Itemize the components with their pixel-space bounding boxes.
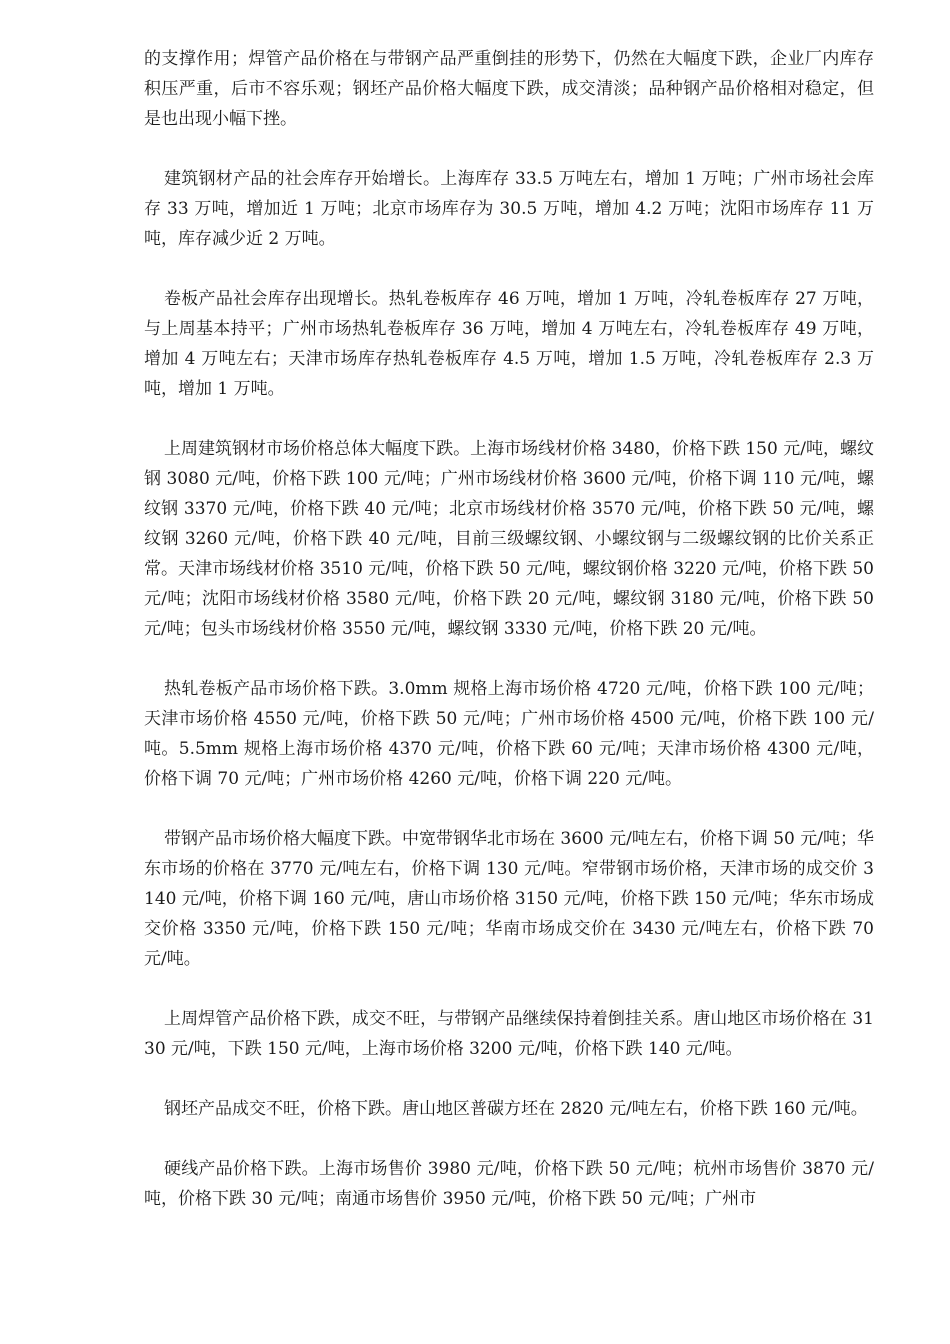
paragraph-hot-rolled-coil-prices: 热轧卷板产品市场价格下跌。3.0mm 规格上海市场价格 4720 元/吨，价格下跌 100 元/吨；天津市场价格 4550 元/吨，价格下跌 50 元/吨；广州市场价格 4500 元/吨，价格下跌 100 元/吨。5.5mm 规格上海市场价格 4370 元/吨，价格下跌 60 元/吨；天津市场价格 4300 元/吨，价格下调 70 元/吨；广州市场价格 4260 元/吨，价格下调 220 元/吨。 [144,679,874,789]
paragraph-billet-prices: 钢坯产品成交不旺，价格下跌。唐山地区普碳方坯在 2820 元/吨左右，价格下跌 160 元/吨。 [164,1099,868,1119]
paragraph-continued: 的支撑作用；焊管产品价格在与带钢产品严重倒挂的形势下，仍然在大幅度下跌，企业厂内库存积压严重，后市不容乐观；钢坯产品价格大幅度下跌，成交清淡；品种钢产品价格相对稳定，但是也出现小幅下挫。 [144,49,874,129]
paragraph-hard-wire-prices: 硬线产品价格下跌。上海市场售价 3980 元/吨，价格下跌 50 元/吨；杭州市场售价 3870 元/吨，价格下跌 30 元/吨；南通市场售价 3950 元/吨，价格下跌 50 元/吨；广州市 [144,1159,874,1209]
document-page [144,44,874,1244]
paragraph-construction-steel-inventory: 建筑钢材产品的社会库存开始增长。上海库存 33.5 万吨左右，增加 1 万吨；广州市场社会库存 33 万吨，增加近 1 万吨；北京市场库存为 30.5 万吨，增加 4.2 万吨；沈阳市场库存 11 万吨，库存减少近 2 万吨。 [144,169,874,249]
paragraph-welded-pipe-prices: 上周焊管产品价格下跌，成交不旺，与带钢产品继续保持着倒挂关系。唐山地区市场价格在 3130 元/吨，下跌 150 元/吨，上海市场价格 3200 元/吨，价格下跌 140 元/吨。 [144,1009,874,1059]
paragraph-coil-inventory: 卷板产品社会库存出现增长。热轧卷板库存 46 万吨，增加 1 万吨，冷轧卷板库存 27 万吨，与上周基本持平；广州市场热轧卷板库存 36 万吨，增加 4 万吨左右，冷轧卷板库存 49 万吨，增加 4 万吨左右；天津市场库存热轧卷板库存 4.5 万吨，增加 1.5 万吨，冷轧卷板库存 2.3 万吨，增加 1 万吨。 [144,289,874,399]
paragraph-construction-steel-prices: 上周建筑钢材市场价格总体大幅度下跌。上海市场线材价格 3480，价格下跌 150 元/吨，螺纹钢 3080 元/吨，价格下跌 100 元/吨；广州市场线材价格 3600 元/吨，价格下调 110 元/吨，螺纹钢 3370 元/吨，价格下跌 40 元/吨；北京市场线材价格 3570 元/吨，价格下跌 50 元/吨，螺纹钢 3260 元/吨，价格下跌 40 元/吨，目前三级螺纹钢、小螺纹钢与二级螺纹钢的比价关系正常。天津市场线材价格 3510 元/吨，价格下跌 50 元/吨，螺纹钢价格 3220 元/吨，价格下跌 50 元/吨；沈阳市场线材价格 3580 元/吨，价格下跌 20 元/吨，螺纹钢 3180 元/吨，价格下跌 50 元/吨；包头市场线材价格 3550 元/吨，螺纹钢 3330 元/吨，价格下跌 20 元/吨。 [144,439,874,639]
paragraph-strip-steel-prices: 带钢产品市场价格大幅度下跌。中宽带钢华北市场在 3600 元/吨左右，价格下调 50 元/吨；华东市场的价格在 3770 元/吨左右，价格下调 130 元/吨。窄带钢市场价格，天津市场的成交价 3140 元/吨，价格下调 160 元/吨，唐山市场价格 3150 元/吨，价格下跌 150 元/吨；华东市场成交价格 3350 元/吨，价格下跌 150 元/吨；华南市场成交价在 3430 元/吨左右，价格下跌 70 元/吨。 [144,829,874,969]
